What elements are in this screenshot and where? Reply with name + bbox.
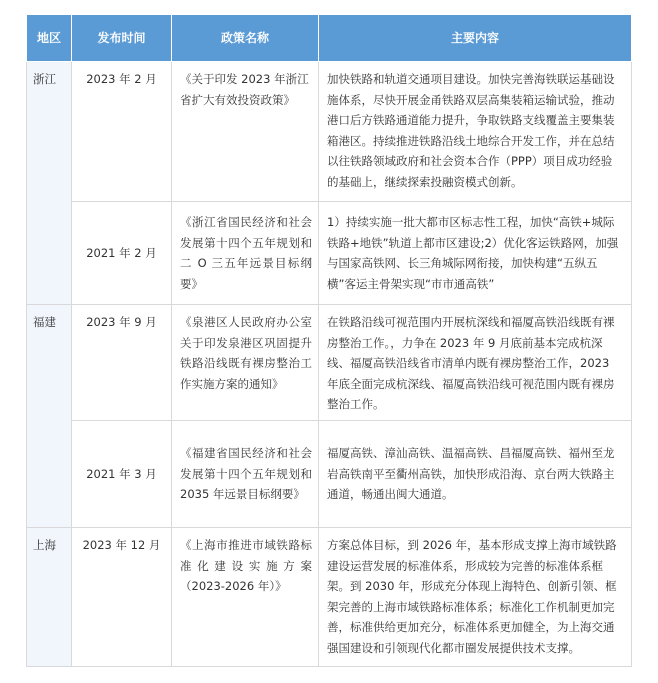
table-row: [27, 421, 632, 528]
content-cell: 福厦高铁、漳汕高铁、温福高铁、昌福厦高铁、福州至龙岩高铁南平至衢州高铁，加快形成沿海、京台两大铁路主通道，畅通出闽大通道。: [319, 421, 632, 528]
policy-cell: 《关于印发 2023 年浙江省扩大有效投资政策》: [172, 62, 319, 202]
policy-cell: 《上海市推进市域铁路标准化建设实施方案（2023-2026 年）》: [172, 528, 319, 667]
date-cell: 2023 年 9 月: [72, 305, 172, 421]
content-cell: 在铁路沿线可视范围内开展杭深线和福厦高铁沿线既有裸房整治工作。，力争在 2023 年 9 月底前基本完成杭深线、福厦高铁沿线省市清单内既有裸房整治工作，2023 年底全面完成杭深线、福厦高铁沿线可视范围内既有裸房整治工作。: [319, 305, 632, 421]
header-content: 主要内容: [319, 15, 632, 62]
content-cell: 方案总体目标，到 2026 年，基本形成支撑上海市域铁路建设运营发展的标准体系，形成较为完善的标准体系框架。到 2030 年，形成充分体现上海特色、创新引领、框架完善的上海市域铁路标准体系；标准化工作机制更加完善，标准供给更加充分，标准体系更加健全，为上海交通强国建设和引领现代化都市圈发展提供技术支撑。: [319, 528, 632, 667]
table-row: [27, 305, 632, 421]
date-cell: 2021 年 3 月: [72, 421, 172, 528]
table-row: [27, 528, 632, 667]
table-row: [27, 62, 632, 202]
policy-cell: 《泉港区人民政府办公室关于印发泉港区巩固提升铁路沿线既有裸房整治工作实施方案的通知》: [172, 305, 319, 421]
header-date: 发布时间: [72, 15, 172, 62]
content-cell: 加快铁路和轨道交通项目建设。加快完善海铁联运基础设施体系，尽快开展金甬铁路双层高集装箱运输试验，推动港口后方铁路通道能力提升，争取铁路支线覆盖主要集装箱港区。持续推进铁路沿线土地综合开发工作，并在总结以往铁路领域政府和社会资本合作（PPP）项目成功经验的基础上，继续探索投融资模式创新。: [319, 62, 632, 202]
table-row: [27, 202, 632, 305]
date-cell: 2021 年 2 月: [72, 202, 172, 305]
policy-table: [26, 14, 632, 667]
header-row: [27, 15, 632, 62]
policy-cell: 《浙江省国民经济和社会发展第十四个五年规划和二 O 三五年远景目标纲要》: [172, 202, 319, 305]
date-cell: 2023 年 2 月: [72, 62, 172, 202]
region-cell: 上海: [27, 528, 72, 667]
content-cell: 1）持续实施一批大都市区标志性工程，加快“高铁+城际铁路+地铁”轨道上都市区建设;2）优化客运铁路网，加强与国家高铁网、长三角城际网衔接，加快构建“五纵五横”客运主骨架实现“市市通高铁”: [319, 202, 632, 305]
header-policy: 政策名称: [172, 15, 319, 62]
region-cell: 浙江: [27, 62, 72, 305]
region-cell: 福建: [27, 305, 72, 528]
header-region: 地区: [27, 15, 72, 62]
policy-cell: 《福建省国民经济和社会发展第十四个五年规划和 2035 年远景目标纲要》: [172, 421, 319, 528]
date-cell: 2023 年 12 月: [72, 528, 172, 667]
